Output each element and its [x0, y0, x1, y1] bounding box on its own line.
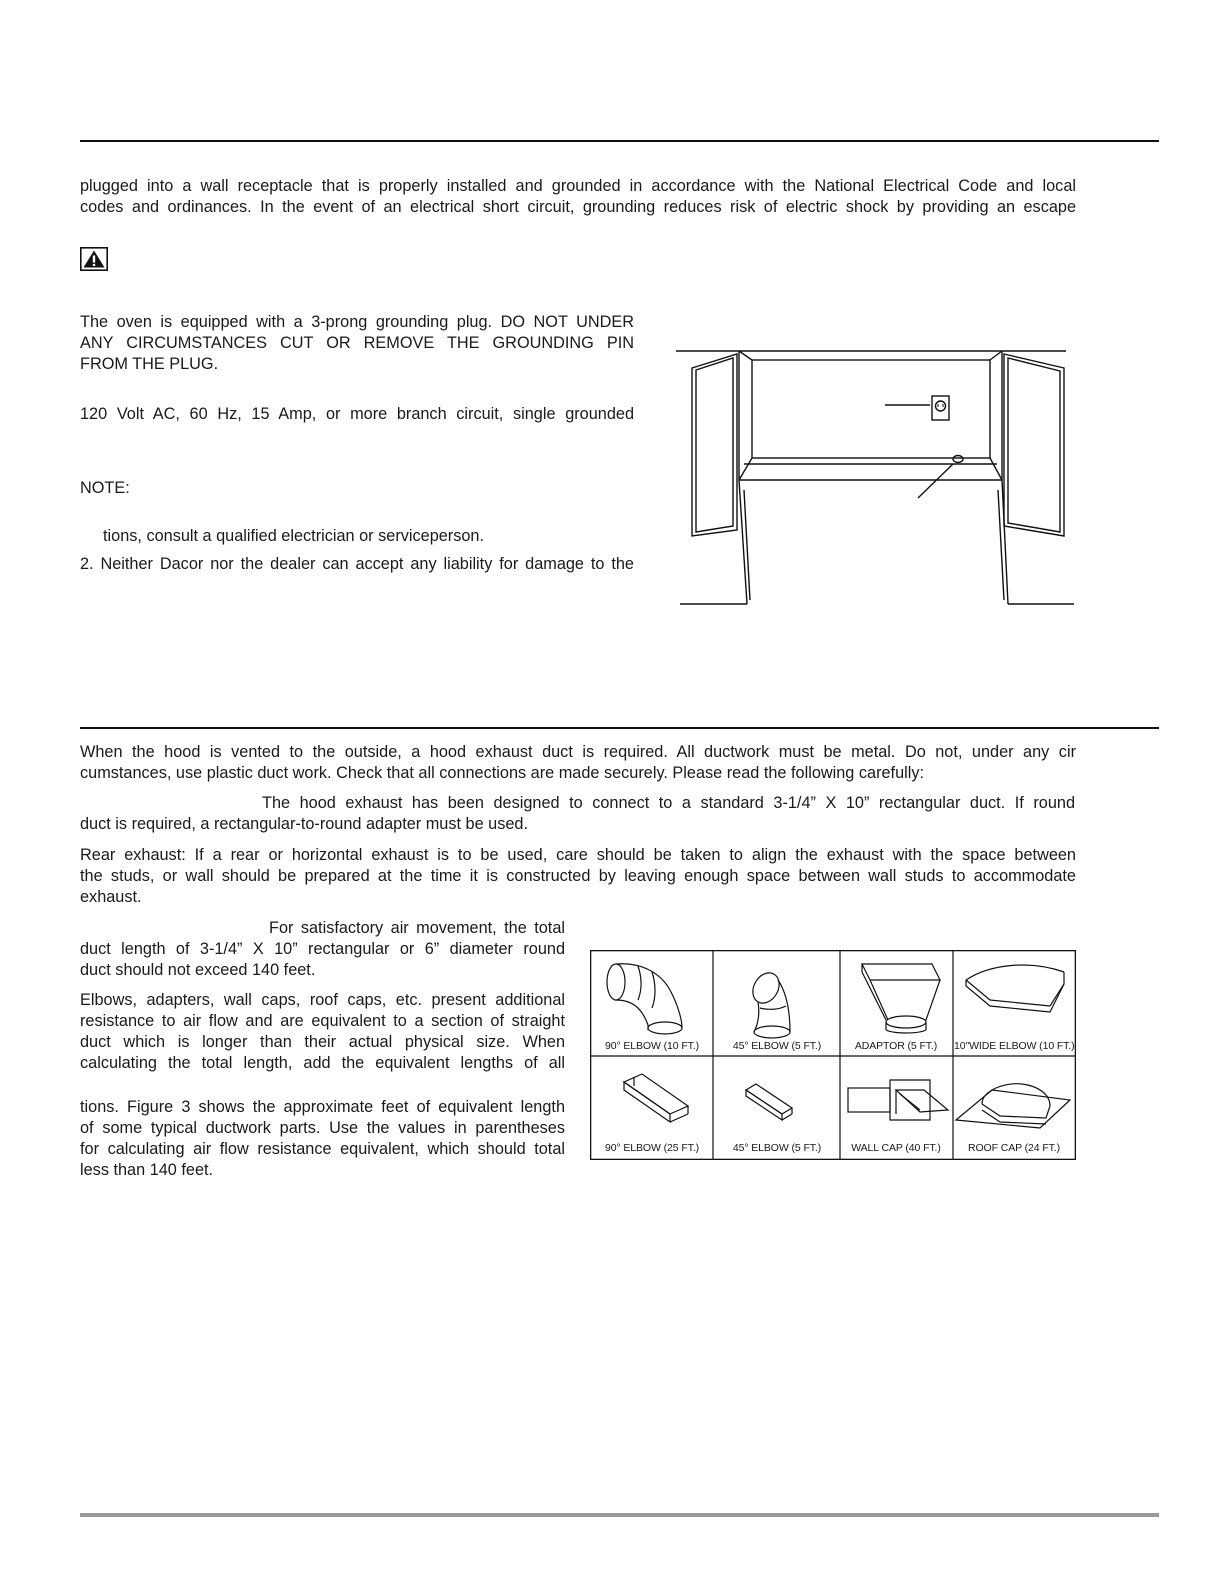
duct-part-label: ROOF CAP (24 FT.) — [967, 1142, 1061, 1154]
elbow-90-round-drawing — [607, 964, 682, 1034]
elbow-90-rect-drawing — [624, 1074, 688, 1122]
circuit-requirement — [80, 404, 634, 425]
grounding-paragraph — [80, 176, 1076, 218]
section-divider-middle — [80, 727, 1159, 729]
elbow-45-rect-drawing — [746, 1084, 792, 1120]
text-line: of some typical ductwork parts. Use the values in parentheses — [80, 1119, 565, 1137]
ductwork-parts-figure — [590, 950, 1076, 1160]
adaptor-drawing — [862, 964, 940, 1033]
text-line: duct which is longer than their actual physical size. When — [80, 1033, 565, 1051]
text-line: resistance to air flow and are equivalent to a section of straight — [80, 1012, 565, 1030]
duct-part-label: 10"WIDE ELBOW (10 FT.) — [954, 1040, 1075, 1052]
text-line: the studs, or wall should be prepared at the time it is constructed by leaving enough space between wall studs to accommodate — [80, 867, 1076, 885]
exhaust-intro-paragraph — [80, 742, 1076, 784]
note-line-1: tions, consult a qualified electrician or serviceperson. — [103, 527, 484, 545]
text-line: Elbows, adapters, wall caps, roof caps, etc. present additional — [80, 991, 565, 1009]
duct-length-paragraph — [80, 939, 565, 981]
cabinet-outlet-illustration — [672, 340, 1082, 610]
text-line: For satisfactory air movement, the total — [269, 919, 565, 937]
text-line: plugged into a wall receptacle that is properly installed and grounded in accordance with the National Electrical Code and local — [80, 177, 1076, 195]
text-line: When the hood is vented to the outside, a hood exhaust duct is required. All ductwork must be metal. Do not, under any cir — [80, 743, 1076, 761]
text-line: 2. Neither Dacor nor the dealer can accept any liability for damage to the — [80, 555, 634, 573]
text-line: calculating the total length, add the equivalent lengths of all — [80, 1054, 565, 1072]
page-footer-rule — [80, 1513, 1159, 1517]
ductwork-parts-drawings — [590, 950, 1076, 1160]
text-line: duct length of 3-1/4” X 10” rectangular or 6” diameter round — [80, 940, 565, 958]
text-line: FROM THE PLUG. — [80, 355, 219, 373]
warning-triangle-icon — [80, 247, 108, 271]
roof-cap-drawing — [956, 1084, 1070, 1128]
note-line-2 — [80, 554, 634, 575]
elbows-paragraph — [80, 990, 565, 1074]
figure-reference-paragraph — [80, 1097, 565, 1181]
wall-cap-drawing — [848, 1080, 948, 1120]
duct-part-label: ADAPTOR (5 FT.) — [854, 1040, 938, 1052]
text-line: The hood exhaust has been designed to connect to a standard 3-1/4” X 10” rectangular duct. If round — [262, 794, 1075, 812]
wide-elbow-drawing — [966, 965, 1064, 1012]
top-exhaust-line-2: duct is required, a rectangular-to-round adapter must be used. — [80, 815, 528, 833]
note-label: NOTE: — [80, 479, 130, 497]
duct-part-label: 45° ELBOW (5 FT.) — [732, 1142, 822, 1154]
text-line: Rear exhaust: If a rear or horizontal exhaust is to be used, care should be taken to align the exhaust with the space between — [80, 846, 1076, 864]
text-line: ANY CIRCUMSTANCES CUT OR REMOVE THE GROUNDING PIN — [80, 334, 634, 352]
text-line: tions. Figure 3 shows the approximate feet of equivalent length — [80, 1098, 565, 1116]
text-line: codes and ordinances. In the event of an electrical short circuit, grounding reduces risk of electric shock by providing an escape — [80, 198, 1076, 216]
text-line: 120 Volt AC, 60 Hz, 15 Amp, or more branch circuit, single grounded — [80, 405, 634, 423]
duct-part-label: 90° ELBOW (25 FT.) — [604, 1142, 699, 1154]
text-line: duct should not exceed 140 feet. — [80, 961, 316, 979]
text-line: cumstances, use plastic duct work. Check that all connections are made securely. Please read the following carefully: — [80, 764, 925, 782]
grounding-plug-paragraph — [80, 312, 634, 375]
duct-part-label: 45° ELBOW (5 FT.) — [732, 1040, 822, 1052]
text-line: exhaust. — [80, 888, 142, 906]
section-divider-top — [80, 140, 1159, 142]
text-line: The oven is equipped with a 3-prong grounding plug. DO NOT UNDER — [80, 313, 634, 331]
duct-length-line-1 — [269, 918, 565, 939]
text-line: less than 140 feet. — [80, 1161, 214, 1179]
duct-part-label: WALL CAP (40 FT.) — [851, 1142, 941, 1154]
duct-part-label: 90° ELBOW (10 FT.) — [604, 1040, 699, 1052]
text-line: for calculating air flow resistance equivalent, which should total — [80, 1140, 565, 1158]
top-exhaust-line-1 — [262, 793, 1075, 814]
rear-exhaust-paragraph — [80, 845, 1076, 908]
elbow-45-round-drawing — [748, 968, 790, 1038]
